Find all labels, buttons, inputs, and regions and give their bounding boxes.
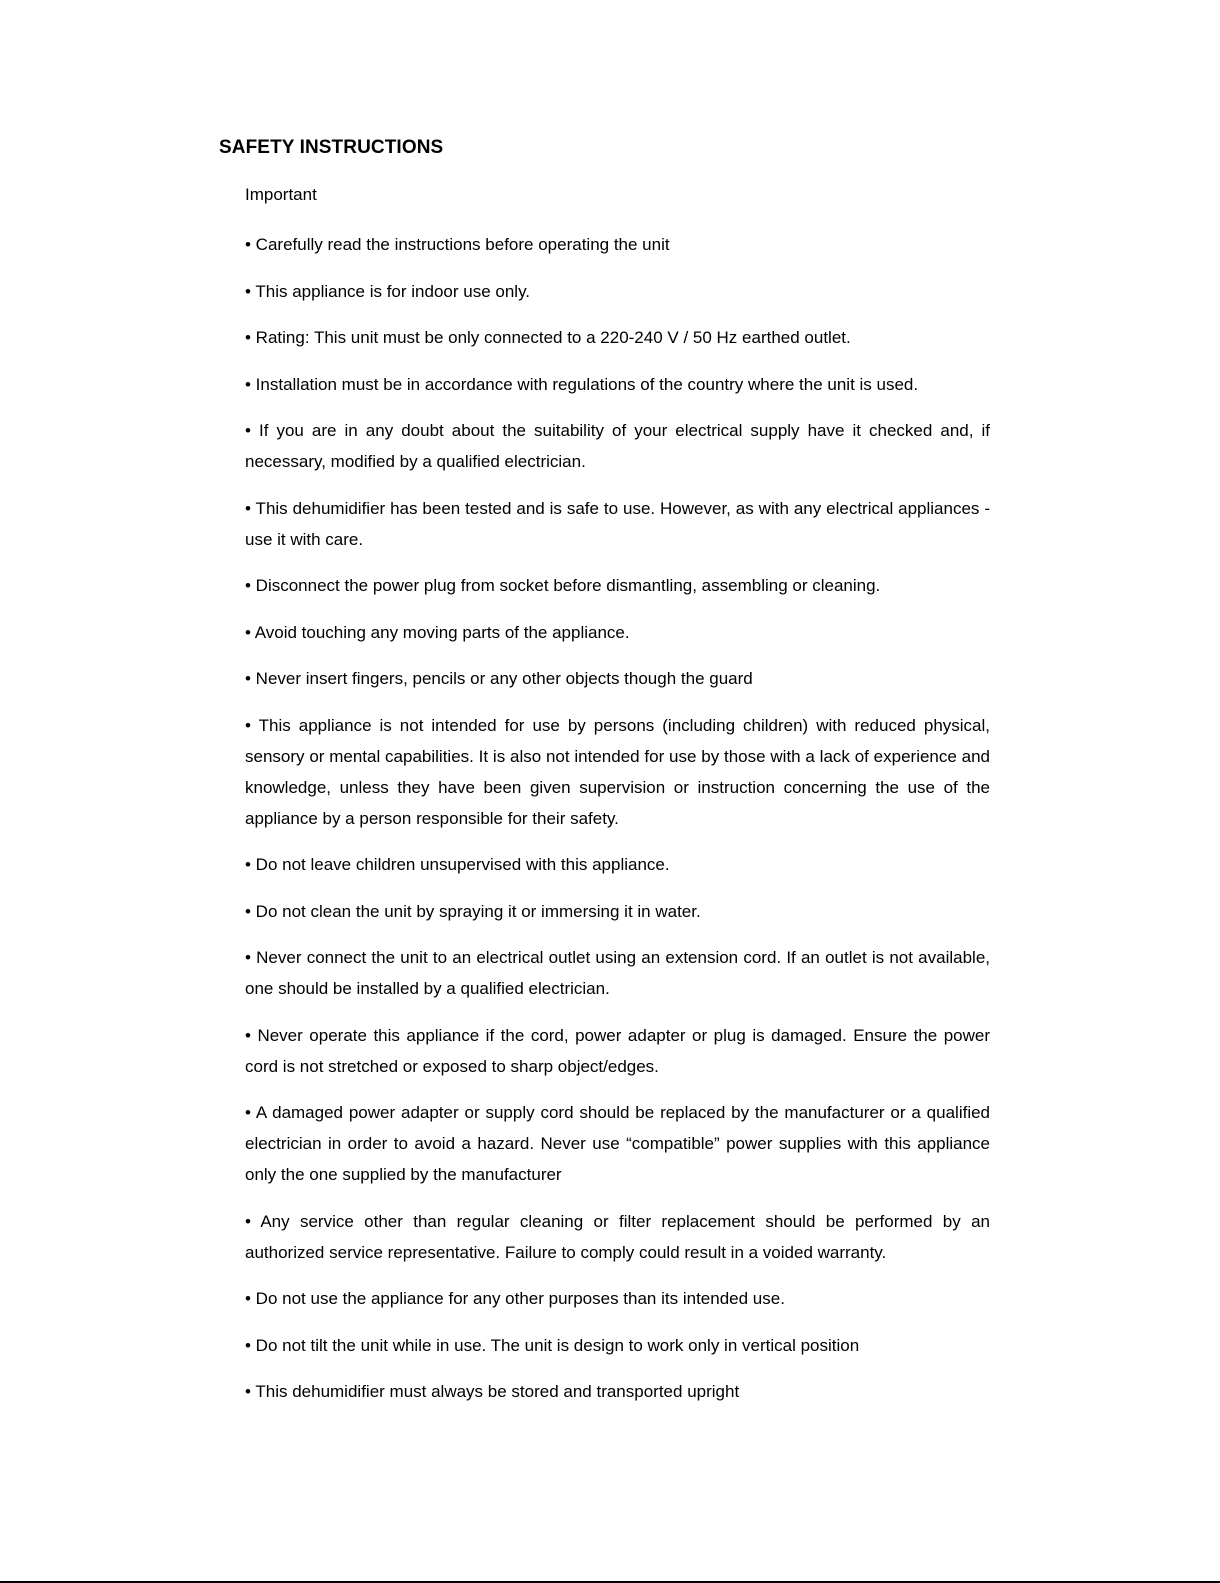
safety-instructions-list xyxy=(245,229,990,1423)
list-item: • Installation must be in accordance with regulations of the country where the unit is used. xyxy=(245,374,919,394)
list-item: • Any service other than regular cleaning or filter replacement should be performed by an authorized service representative. Failure to comply could result in a voided warranty. xyxy=(245,1211,990,1262)
list-item: • Rating: This unit must be only connected to a 220-240 V / 50 Hz earthed outlet. xyxy=(245,328,851,347)
list-item: • Disconnect the power plug from socket before dismantling, assembling or cleaning. xyxy=(245,576,881,595)
list-item: • Avoid touching any moving parts of the appliance. xyxy=(245,622,630,642)
list-item: • Do not clean the unit by spraying it or immersing it in water. xyxy=(245,901,701,921)
list-item: • Never operate this appliance if the cord, power adapter or plug is damaged. Ensure the power cord is not stretched or exposed to sharp object/edges. xyxy=(245,1025,990,1076)
list-item: • This appliance is for indoor use only. xyxy=(245,281,531,301)
list-item: • A damaged power adapter or supply cord should be replaced by the manufacturer or a qualified electrician in order to avoid a hazard. Never use “compatible” power supplies with this appliance only the one supplied by the manufacturer xyxy=(245,1103,990,1184)
list-item: • This appliance is not intended for use by persons (including children) with reduced physical, sensory or mental capabilities. It is also not intended for use by those with a lack of experience and knowledge, unless they have been given supervision or instruction concerning the use of the appliance by a person responsible for their safety. xyxy=(245,715,990,828)
list-item: • Do not use the appliance for any other purposes than its intended use. xyxy=(245,1289,785,1308)
list-item: • This dehumidifier has been tested and is safe to use. However, as with any electrical appliances - use it with care. xyxy=(245,498,990,549)
page-title: SAFETY INSTRUCTIONS xyxy=(219,137,444,158)
list-item: • Do not tilt the unit while in use. The unit is design to work only in vertical position xyxy=(245,1335,860,1355)
list-item: • If you are in any doubt about the suitability of your electrical supply have it checked and, if necessary, modified by a qualified electrician. xyxy=(245,421,990,471)
list-item: • Never insert fingers, pencils or any other objects though the guard xyxy=(245,669,753,688)
list-item: • This dehumidifier must always be stored and transported upright xyxy=(245,1382,740,1401)
list-item: • Do not leave children unsupervised with this appliance. xyxy=(245,855,670,874)
section-subheading: Important xyxy=(245,185,317,204)
list-item: • Never connect the unit to an electrical outlet using an extension cord. If an outlet is not available, one should be installed by a qualified electrician. xyxy=(245,948,990,998)
list-item: • Carefully read the instructions before operating the unit xyxy=(245,235,670,254)
